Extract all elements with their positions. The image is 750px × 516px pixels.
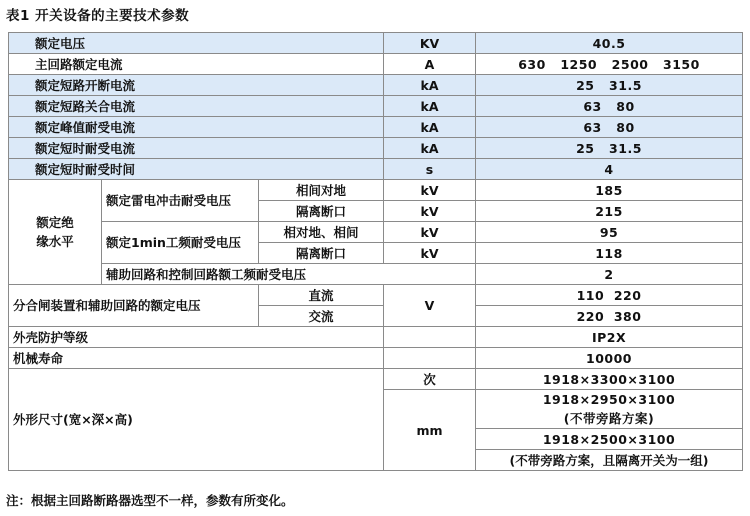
dimensions-value-1: 1918×3300×3100 bbox=[476, 369, 743, 390]
ac-label: 交流 bbox=[259, 306, 384, 327]
breaking-current-unit: kA bbox=[384, 75, 476, 96]
making-current-value: 63 80 bbox=[476, 96, 743, 117]
table-row bbox=[9, 54, 743, 75]
lightning-sub-value: 185 bbox=[476, 180, 743, 201]
mechanical-life-unit bbox=[384, 348, 476, 369]
table-row bbox=[9, 369, 743, 390]
table-row bbox=[9, 222, 743, 243]
short-time-current-label: 额定短时耐受电流 bbox=[9, 138, 384, 159]
lightning-sub-unit: kV bbox=[384, 201, 476, 222]
short-time-current-unit: kA bbox=[384, 138, 476, 159]
dimensions-value-3-note: (不带旁路方案，且隔离开关为一组) bbox=[476, 450, 743, 471]
table-row bbox=[9, 33, 743, 54]
main-current-value: 630 1250 2500 3150 bbox=[476, 54, 743, 75]
table-row bbox=[9, 75, 743, 96]
dc-value: 110 220 bbox=[476, 285, 743, 306]
mechanical-life-label: 机械寿命 bbox=[9, 348, 384, 369]
making-current-unit: kA bbox=[384, 96, 476, 117]
enclosure-unit bbox=[384, 327, 476, 348]
table-row bbox=[9, 327, 743, 348]
breaking-current-value: 25 31.5 bbox=[476, 75, 743, 96]
table-row bbox=[9, 180, 743, 201]
lightning-sub-label: 相间对地 bbox=[259, 180, 384, 201]
table-row bbox=[9, 117, 743, 138]
rated-voltage-label: 额定电压 bbox=[9, 33, 384, 54]
table-title: 表1 开关设备的主要技术参数 bbox=[6, 8, 190, 24]
insulation-label-line1: 额定绝 bbox=[36, 215, 74, 230]
power-freq-sub-unit: kV bbox=[384, 222, 476, 243]
mechanical-life-value: 10000 bbox=[476, 348, 743, 369]
peak-current-label: 额定峰值耐受电流 bbox=[9, 117, 384, 138]
table-row bbox=[9, 138, 743, 159]
insulation-level-label bbox=[9, 180, 102, 285]
breaking-current-label: 额定短路开断电流 bbox=[9, 75, 384, 96]
insulation-label-line2: 缘水平 bbox=[36, 234, 74, 249]
dimensions-value-3: 1918×2500×3100 bbox=[476, 429, 743, 450]
dimensions-unit-1: 次 bbox=[384, 369, 476, 390]
making-current-label: 额定短路关合电流 bbox=[9, 96, 384, 117]
table-row bbox=[9, 285, 743, 306]
lightning-sub-label: 隔离断口 bbox=[259, 201, 384, 222]
dimensions-value-2-note: (不带旁路方案) bbox=[563, 411, 655, 426]
dimensions-label: 外形尺寸(宽×深×高) bbox=[9, 369, 384, 471]
switching-voltage-unit: V bbox=[384, 285, 476, 327]
aux-circuit-value: 2 bbox=[476, 264, 743, 285]
dimensions-unit-2: mm bbox=[384, 390, 476, 471]
table-row bbox=[9, 348, 743, 369]
lightning-sub-value: 215 bbox=[476, 201, 743, 222]
rated-voltage-unit: KV bbox=[384, 33, 476, 54]
technical-parameters-table bbox=[8, 32, 743, 471]
peak-current-value: 63 80 bbox=[476, 117, 743, 138]
power-frequency-label: 额定1min工频耐受电压 bbox=[102, 222, 259, 264]
rated-voltage-value: 40.5 bbox=[476, 33, 743, 54]
lightning-impulse-label: 额定雷电冲击耐受电压 bbox=[102, 180, 259, 222]
table-row bbox=[9, 96, 743, 117]
power-freq-sub-label: 相对地、相间 bbox=[259, 222, 384, 243]
table-row bbox=[9, 264, 743, 285]
power-freq-sub-unit: kV bbox=[384, 243, 476, 264]
enclosure-protection-label: 外壳防护等级 bbox=[9, 327, 384, 348]
ac-value: 220 380 bbox=[476, 306, 743, 327]
power-freq-sub-value: 118 bbox=[476, 243, 743, 264]
dimensions-value-2 bbox=[476, 390, 743, 429]
footnote: 注：根据主回路断路器选型不一样，参数有所变化。 bbox=[6, 493, 294, 508]
aux-circuit-label: 辅助回路和控制回路额工频耐受电压 bbox=[102, 264, 476, 285]
lightning-sub-unit: kV bbox=[384, 180, 476, 201]
short-time-duration-value: 4 bbox=[476, 159, 743, 180]
power-freq-sub-value: 95 bbox=[476, 222, 743, 243]
short-time-current-value: 25 31.5 bbox=[476, 138, 743, 159]
short-time-duration-label: 额定短时耐受时间 bbox=[9, 159, 384, 180]
dimensions-value-2-size: 1918×2950×3100 bbox=[542, 392, 676, 407]
table-row bbox=[9, 159, 743, 180]
main-current-label: 主回路额定电流 bbox=[9, 54, 384, 75]
dc-label: 直流 bbox=[259, 285, 384, 306]
switching-voltage-label: 分合闸装置和辅助回路的额定电压 bbox=[9, 285, 259, 327]
peak-current-unit: kA bbox=[384, 117, 476, 138]
power-freq-sub-label: 隔离断口 bbox=[259, 243, 384, 264]
short-time-duration-unit: s bbox=[384, 159, 476, 180]
enclosure-value: IP2X bbox=[476, 327, 743, 348]
main-current-unit: A bbox=[384, 54, 476, 75]
